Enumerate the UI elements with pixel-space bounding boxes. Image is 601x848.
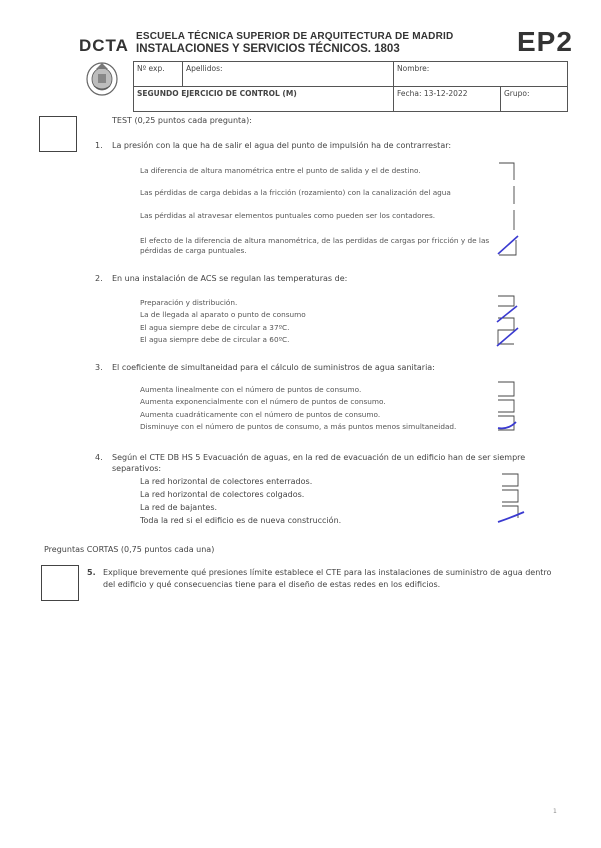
nombre-field[interactable]: Nombre: — [394, 62, 568, 87]
q1-text: La presión con la que ha de salir el agua del punto de impulsión ha de contrarrestar: — [112, 141, 452, 150]
logo-text: DCTA — [79, 36, 129, 55]
page-number: 1 — [553, 808, 557, 815]
exam-title: SEGUNDO EJERCICIO DE CONTROL (M) — [134, 87, 394, 112]
q2-option-a: Preparación y distribución. — [140, 298, 238, 307]
q5-text: Explique brevemente qué presiones límite establece el CTE para las instalaciones de suministro de agua dentro — [103, 568, 552, 577]
q1-answer-column[interactable] — [494, 160, 524, 260]
q4-option-c: La red de bajantes. — [140, 503, 218, 512]
short-section-title: Preguntas CORTAS (0,75 puntos cada una) — [44, 545, 215, 554]
q4-text: Según el CTE DB HS 5 Evacuación de aguas, en la red de evacuación de un edificio han de ser siempre — [112, 453, 526, 462]
grupo-field[interactable]: Grupo: — [501, 87, 568, 112]
q3-option-c: Aumenta cuadráticamente con el número de puntos de consumo. — [140, 410, 381, 419]
q2-option-d: El agua siempre debe de circular a 60ºC. — [140, 335, 290, 344]
q1-option-d: El efecto de la diferencia de altura manométrica, de las perdidas de cargas por fricción y de las — [140, 236, 490, 245]
q2-option-b: La de llegada al aparato o punto de consumo — [140, 310, 306, 319]
short-score-box[interactable] — [41, 565, 79, 601]
q2-text: En una instalación de ACS se regulan las temperaturas de: — [112, 274, 348, 283]
q2-option-c: El agua siempre debe de circular a 37ºC. — [140, 323, 290, 332]
q4-option-d: Toda la red si el edificio es de nueva construcción. — [140, 516, 342, 525]
q2-answer-column[interactable] — [494, 292, 524, 352]
test-score-box[interactable] — [39, 116, 77, 152]
exp-number-field[interactable]: Nº exp. — [134, 62, 183, 87]
q2-number: 2. — [95, 274, 103, 283]
apellidos-field[interactable]: Apellidos: — [183, 62, 394, 87]
q1-option-c: Las pérdidas al atravesar elementos puntuales como pueden ser los contadores. — [140, 211, 436, 220]
course-title: INSTALACIONES Y SERVICIOS TÉCNICOS. 1803 — [136, 43, 400, 55]
q5-text-cont: del edificio y qué consecuencias tiene para el diseño de estas redes en los edificios. — [103, 580, 441, 589]
q4-number: 4. — [95, 453, 103, 462]
q1-number: 1. — [95, 141, 103, 150]
q3-option-a: Aumenta linealmente con el número de puntos de consumo. — [140, 385, 362, 394]
university-seal-icon — [84, 59, 120, 97]
q3-answer-column[interactable] — [494, 378, 524, 438]
q3-option-d: Disminuye con el número de puntos de consumo, a más puntos menos simultaneidad. — [140, 422, 457, 431]
student-info-table — [133, 61, 568, 112]
q4-option-b: La red horizontal de colectores colgados. — [140, 490, 305, 499]
q5-number: 5. — [87, 568, 96, 577]
q3-number: 3. — [95, 363, 103, 372]
q1-option-a: La diferencia de altura manométrica entre el punto de salida y el de destino. — [140, 166, 421, 175]
q4-answer-column[interactable] — [494, 470, 528, 530]
q3-text: El coeficiente de simultaneidad para el cálculo de suministros de agua sanitaria: — [112, 363, 435, 372]
fecha-field: Fecha: 13-12-2022 — [394, 87, 501, 112]
q1-option-d-cont: pérdidas de carga puntuales. — [140, 246, 247, 255]
q1-option-b: Las pérdidas de carga debidas a la fricción (rozamiento) con la canalización del agua — [140, 188, 451, 197]
test-section-title: TEST (0,25 puntos cada pregunta): — [112, 116, 252, 125]
q4-option-a: La red horizontal de colectores enterrados. — [140, 477, 313, 486]
exam-code: EP2 — [517, 26, 573, 57]
q4-text-cont: separativos: — [112, 464, 162, 473]
q3-option-b: Aumenta exponencialmente con el número de puntos de consumo. — [140, 397, 386, 406]
school-name: ESCUELA TÉCNICA SUPERIOR DE ARQUITECTURA DE MADRID — [136, 31, 454, 42]
